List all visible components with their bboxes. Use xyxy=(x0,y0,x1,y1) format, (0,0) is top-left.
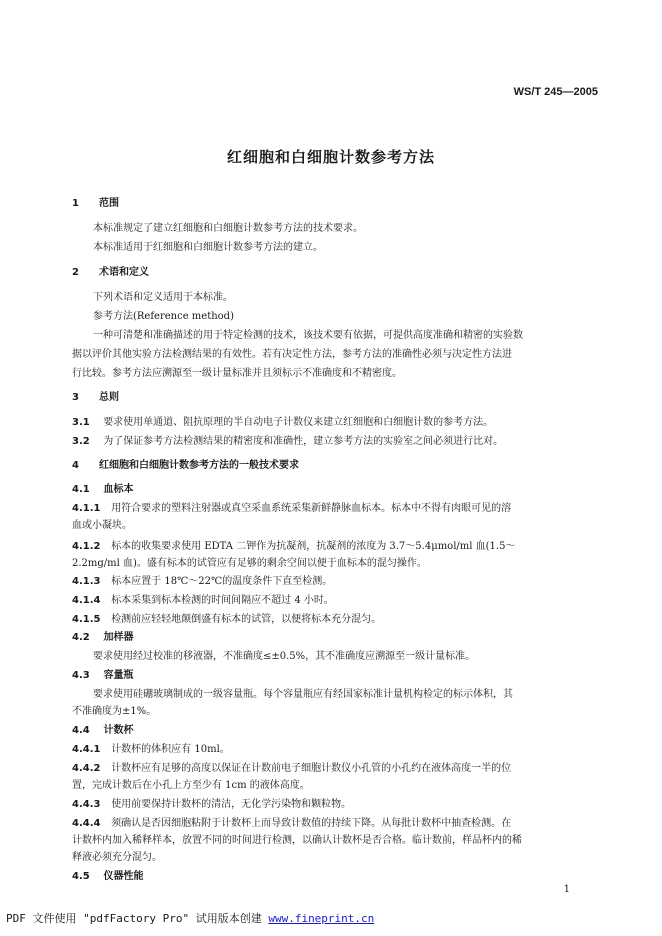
section-title: 范围 xyxy=(98,198,119,209)
clause xyxy=(72,575,332,589)
paragraph: 要求使用硅硼玻璃制成的一级容量瓶。每个容量瓶应有经国家标准计量机构检定的标示体积，其 xyxy=(93,689,513,700)
section-title: 总则 xyxy=(98,392,119,403)
subsection-heading xyxy=(72,483,133,497)
clause-number: 4.4.3 xyxy=(72,799,101,810)
footer-link[interactable]: www.fineprint.cn xyxy=(268,912,375,925)
clause-number: 4.4.1 xyxy=(72,744,101,755)
clause-text: 用符合要求的塑料注射器或真空采血系统采集新鲜静脉血标本。标本中不得有肉眼可见的溶 xyxy=(111,503,512,514)
definition-line: 一种可清楚和准确描述的用于特定检测的技术，该技术要有依据，可提供高度准确和精密的实验数 xyxy=(93,330,523,341)
clause-number: 4.1.2 xyxy=(72,541,101,552)
clause xyxy=(72,798,351,812)
term-name: 参考方法(Reference method) xyxy=(93,311,234,322)
clause-text: 计数杯的体积应有 10ml。 xyxy=(111,744,230,755)
section-title: 红细胞和白细胞计数参考方法的一般技术要求 xyxy=(98,460,299,471)
clause-number: 4.4.2 xyxy=(72,763,101,774)
clause-text: 标本采集到标本检测的时间间隔应不超过 4 小时。 xyxy=(111,595,334,606)
section-4-heading xyxy=(72,459,299,473)
definition-line: 行比较。参考方法应溯源至一级计量标准并且须标示不准确度和不精密度。 xyxy=(72,368,402,379)
clause xyxy=(72,594,334,608)
clause-number: 4.1.1 xyxy=(72,503,101,514)
clause xyxy=(72,540,515,554)
section-number: 1 xyxy=(72,198,79,209)
section-2-heading xyxy=(72,266,149,280)
subsection-title: 容量瓶 xyxy=(103,670,134,681)
pdf-footer xyxy=(6,910,374,926)
clause-number: 4.5 xyxy=(72,871,90,882)
paragraph: 本标准适用于红细胞和白细胞计数参考方法的建立。 xyxy=(93,242,323,253)
clause-number: 4.1.5 xyxy=(72,614,101,625)
section-title: 术语和定义 xyxy=(98,267,149,278)
clause-number: 3.1 xyxy=(72,417,90,428)
clause-continuation: 2.2mg/ml 血)。盛有标本的试管应有足够的剩余空间以便于血标本的混匀操作。 xyxy=(72,558,427,569)
clause-continuation: 计数杯内加入稀释样本，放置不同的时间进行检测，以确认计数杯是否合格。临计数前，样品杯内的稀 xyxy=(72,835,522,846)
clause-number: 4.1 xyxy=(72,484,90,495)
clause xyxy=(72,743,230,757)
subsection-heading xyxy=(72,669,133,683)
clause-text: 标本的收集要求使用 EDTA 二钾作为抗凝剂，抗凝剂的浓度为 3.7～5.4μmol/ml 血(1.5～ xyxy=(111,541,516,552)
clause-text: 计数杯应有足够的高度以保证在计数前电子细胞计数仪小孔管的小孔约在液体高度一半的位 xyxy=(111,763,512,774)
subsection-title: 仪器性能 xyxy=(103,871,144,882)
paragraph: 要求使用经过校准的移液器，不准确度≤±0.5%，其不准确度应溯源至一级计量标准。 xyxy=(93,651,476,662)
clause-number: 4.4 xyxy=(72,725,90,736)
footer-text: PDF 文件使用 "pdfFactory Pro" 试用版本创建 xyxy=(6,912,262,925)
subsection-heading xyxy=(72,870,143,884)
clause xyxy=(72,762,511,776)
paragraph-continuation: 不准确度为±1%。 xyxy=(72,706,157,717)
section-3-heading xyxy=(72,391,119,405)
paragraph: 下列术语和定义适用于本标准。 xyxy=(93,292,233,303)
document-title: 红细胞和白细胞计数参考方法 xyxy=(226,148,435,166)
section-number: 4 xyxy=(72,460,79,471)
clause xyxy=(72,435,503,449)
clause xyxy=(72,416,493,430)
standard-code: WS/T 245—2005 xyxy=(513,86,598,98)
clause xyxy=(72,502,511,516)
clause-text: 要求使用单通道、阻抗原理的半自动电子计数仪来建立红细胞和白细胞计数的参考方法。 xyxy=(103,417,494,428)
clause-number: 4.1.3 xyxy=(72,576,101,587)
clause-text: 检测前应轻轻地颠倒盛有标本的试管，以便将标本充分混匀。 xyxy=(111,614,382,625)
subsection-title: 血标本 xyxy=(103,484,134,495)
subsection-heading xyxy=(72,631,133,645)
clause-text: 使用前要保持计数杯的清洁，无化学污染物和颗粒物。 xyxy=(111,799,352,810)
clause-text: 须确认是否因细胞粘附于计数杯上而导致计数值的持续下降。从每批计数杯中抽查检测。在 xyxy=(111,818,512,829)
page-number: 1 xyxy=(563,884,570,895)
paragraph: 本标准规定了建立红细胞和白细胞计数参考方法的技术要求。 xyxy=(93,223,363,234)
clause-text: 为了保证参考方法检测结果的精密度和准确性，建立参考方法的实验室之间必须进行比对。 xyxy=(103,436,504,447)
clause-continuation: 置，完成计数后在小孔上方至少有 1cm 的液体高度。 xyxy=(72,780,310,791)
clause-number: 4.2 xyxy=(72,632,90,643)
subsection-heading xyxy=(72,724,133,738)
clause-continuation: 释液必须充分混匀。 xyxy=(72,852,162,863)
definition-line: 据以评价其他实验方法检测结果的有效性。若有决定性方法，参考方法的准确性必须与决定性方法进 xyxy=(72,349,512,360)
clause-continuation: 血或小凝块。 xyxy=(72,520,132,531)
clause-text: 标本应置于 18℃～22℃的温度条件下直至检测。 xyxy=(111,576,333,587)
section-number: 2 xyxy=(72,267,79,278)
subsection-title: 计数杯 xyxy=(103,725,134,736)
clause xyxy=(72,817,511,831)
clause-number: 4.3 xyxy=(72,670,90,681)
clause-number: 4.4.4 xyxy=(72,818,101,829)
subsection-title: 加样器 xyxy=(103,632,134,643)
clause xyxy=(72,613,381,627)
clause-number: 4.1.4 xyxy=(72,595,101,606)
section-1-heading xyxy=(72,197,119,211)
section-number: 3 xyxy=(72,392,79,403)
clause-number: 3.2 xyxy=(72,436,90,447)
